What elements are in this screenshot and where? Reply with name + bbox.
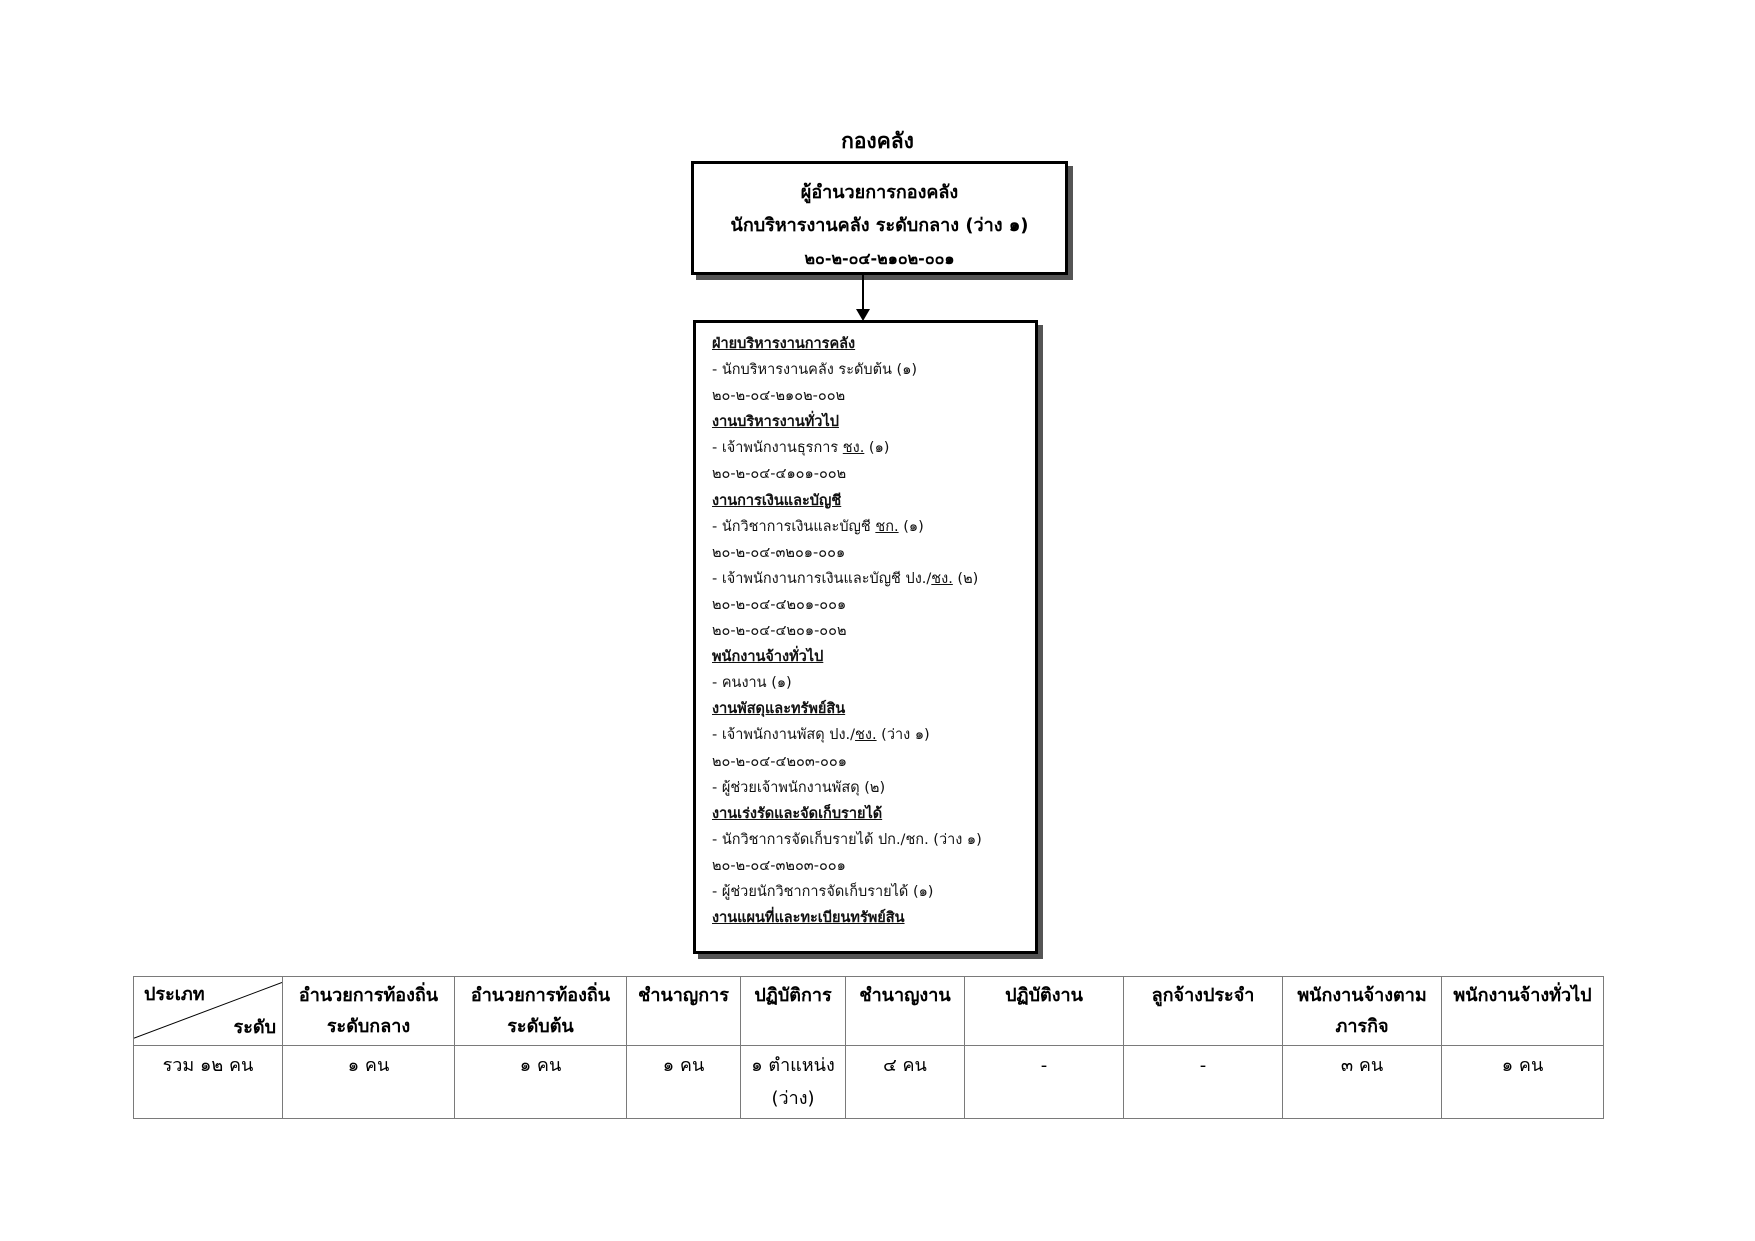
table-cell: ๑ คน	[1442, 1046, 1604, 1119]
unit-row	[712, 514, 1035, 540]
unit-code: ๒๐-๒-๐๔-๔๒๐๑-๐๐๑	[712, 596, 847, 613]
column-header: ปฏิบัติงาน	[965, 977, 1124, 1046]
unit-row	[712, 566, 1035, 592]
director-box	[691, 161, 1068, 275]
level-abbrev: ชง.	[855, 727, 877, 744]
unit-row-count: (๑)	[898, 518, 924, 535]
level-abbrev: ชง.	[842, 440, 865, 457]
column-header: ชำนาญการ	[627, 977, 741, 1046]
level-abbrev: ชก.	[875, 518, 899, 535]
unit-row-text: - เจ้าพนักงานการเงินและบัญชี ปง./	[712, 570, 932, 587]
corner-header	[134, 977, 283, 1046]
table-cell: ๑ ตำแหน่ง (ว่าง)	[741, 1046, 846, 1119]
unit-heading: งานพัสดุและทรัพย์สิน	[712, 701, 846, 718]
column-header: ปฏิบัติการ	[741, 977, 846, 1046]
director-title: ผู้อำนวยการกองคลัง	[800, 182, 959, 203]
unit-row: - นักบริหารงานคลัง ระดับต้น (๑)	[712, 362, 918, 379]
unit-row-count: (ว่าง ๑)	[876, 727, 930, 744]
unit-row: - ผู้ช่วยเจ้าพนักงานพัสดุ (๒)	[712, 779, 886, 796]
table-cell: ๑ คน	[283, 1046, 455, 1119]
table-row	[134, 1046, 1604, 1119]
unit-row: - คนงาน (๑)	[712, 675, 792, 692]
page-title: กองคลัง	[841, 129, 914, 153]
unit-heading: งานเร่งรัดและจัดเก็บรายได้	[712, 805, 883, 822]
unit-code: ๒๐-๒-๐๔-๓๒๐๑-๐๐๑	[712, 544, 846, 561]
unit-heading: งานการเงินและบัญชี	[712, 492, 842, 509]
unit-code: ๒๐-๒-๐๔-๔๒๐๓-๐๐๑	[712, 753, 847, 770]
unit-row-text: - เจ้าพนักงานพัสดุ ปง./	[712, 727, 856, 744]
total-cell: รวม ๑๒ คน	[134, 1046, 283, 1119]
unit-code: ๒๐-๒-๐๔-๔๒๐๑-๐๐๒	[712, 623, 847, 640]
unit-row-text: - เจ้าพนักงานธุรการ	[712, 440, 843, 457]
corner-level-label: ระดับ	[233, 1017, 276, 1038]
unit-row-text: - นักวิชาการเงินและบัญชี	[712, 518, 876, 535]
unit-row-count: (๑)	[864, 440, 890, 457]
table-cell: ๑ คน	[455, 1046, 627, 1119]
table-cell: ๔ คน	[846, 1046, 965, 1119]
column-header: ชำนาญงาน	[846, 977, 965, 1046]
table-header-row	[134, 977, 1604, 1046]
unit-row	[712, 722, 1035, 748]
unit-row	[712, 435, 1035, 461]
unit-row: - นักวิชาการจัดเก็บรายได้ ปก./ชก. (ว่าง ๑)	[712, 831, 982, 848]
unit-code: ๒๐-๒-๐๔-๔๑๐๑-๐๐๒	[712, 466, 847, 483]
director-position: นักบริหารงานคลัง ระดับกลาง (ว่าง ๑)	[730, 215, 1029, 236]
table-cell: ๓ คน	[1283, 1046, 1442, 1119]
table-cell: -	[965, 1046, 1124, 1119]
table-cell: ๑ คน	[627, 1046, 741, 1119]
unit-row: - ผู้ช่วยนักวิชาการจัดเก็บรายได้ (๑)	[712, 883, 934, 900]
unit-heading: งานบริหารงานทั่วไป	[712, 414, 839, 431]
level-abbrev: ชง.	[931, 570, 953, 587]
director-code: ๒๐-๒-๐๔-๒๑๐๒-๐๐๑	[804, 249, 955, 268]
column-header: อำนวยการท้องถิ่นระดับกลาง	[283, 977, 455, 1046]
unit-heading: งานแผนที่และทะเบียนทรัพย์สิน	[712, 910, 905, 927]
staff-summary-table	[133, 976, 1604, 1119]
column-header: อำนวยการท้องถิ่นระดับต้น	[455, 977, 627, 1046]
units-box	[693, 320, 1038, 954]
unit-row-count: (๒)	[952, 570, 979, 587]
column-header: ลูกจ้างประจำ	[1124, 977, 1283, 1046]
table-cell: -	[1124, 1046, 1283, 1119]
column-header: พนักงานจ้างทั่วไป	[1442, 977, 1604, 1046]
unit-code: ๒๐-๒-๐๔-๒๑๐๒-๐๐๒	[712, 388, 846, 405]
unit-code: ๒๐-๒-๐๔-๓๒๐๓-๐๐๑	[712, 857, 846, 874]
corner-type-label: ประเภท	[144, 984, 205, 1005]
connector-line	[862, 275, 864, 311]
column-header: พนักงานจ้างตามภารกิจ	[1283, 977, 1442, 1046]
unit-heading: ฝ่ายบริหารงานการคลัง	[712, 336, 856, 352]
unit-heading: พนักงานจ้างทั่วไป	[712, 649, 824, 666]
